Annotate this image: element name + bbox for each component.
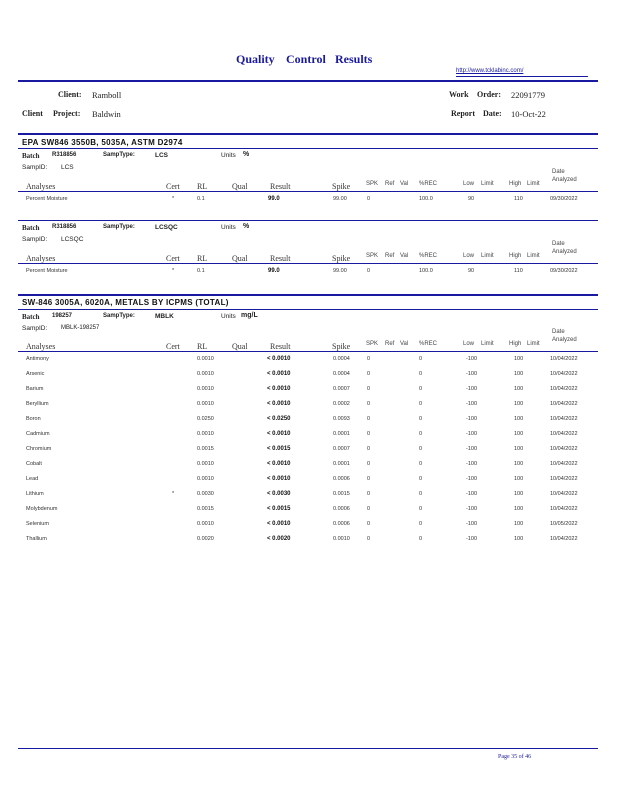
cell-rl: 0.0020 (197, 536, 214, 542)
samp-type-label: SampType: (103, 313, 135, 319)
col-rec: %REC (419, 181, 438, 187)
col-low: Low (463, 181, 475, 187)
cell-high: 100 (514, 401, 524, 407)
cell-spk-ref: 0 (367, 521, 371, 527)
cell-spike: 0.0006 (333, 521, 350, 527)
col-result: Result (270, 254, 291, 263)
cell-spk-ref: 0 (367, 356, 371, 362)
samp-id-value: MBLK-198257 (61, 325, 100, 331)
cell-rl: 0.0010 (197, 386, 214, 392)
cell-result: < 0.0030 (267, 491, 291, 497)
cell-rec: 0 (419, 536, 423, 542)
cell-spk-ref: 0 (367, 476, 371, 482)
cell-analyte: Beryllium (26, 401, 49, 407)
cell-date: 10/04/2022 (550, 491, 578, 497)
cell-spk-ref: 0 (367, 446, 371, 452)
report-date-label-b: Date: (483, 109, 502, 118)
cell-rec: 0 (419, 371, 423, 377)
batch-value: R318856 (52, 152, 77, 158)
cell-rec: 0 (419, 476, 423, 482)
col-low: Low (463, 341, 475, 347)
samp-type-label: SampType: (103, 224, 135, 230)
cell-high: 100 (514, 416, 524, 422)
cell-low: -100 (466, 476, 478, 482)
cell-analyte: Cadmium (26, 431, 50, 437)
units-value: mg/L (241, 312, 258, 319)
cell-date: 10/05/2022 (550, 521, 578, 527)
col-spike: Spike (332, 182, 351, 191)
date-header-2: Analyzed (552, 337, 577, 343)
cell-result: < 0.0020 (267, 536, 291, 542)
cell-spike: 0.0015 (333, 491, 350, 497)
client-project-label-b: Project: (53, 109, 81, 118)
cell-analyte: Molybdenum (26, 506, 58, 512)
col-high-limit: Limit (527, 181, 540, 187)
cell-high: 100 (514, 476, 524, 482)
col-analyses: Analyses (26, 182, 56, 191)
cell-spk-ref: 0 (367, 401, 371, 407)
cell-high: 100 (514, 506, 524, 512)
col-spike: Spike (332, 342, 351, 351)
col-cert: Cert (166, 254, 180, 263)
cell-rl: 0.0010 (197, 371, 214, 377)
cell-high: 100 (514, 521, 524, 527)
cell-analyte: Selenium (26, 521, 49, 527)
cell-low: -100 (466, 371, 478, 377)
col-high: High (509, 253, 522, 259)
cell-low: -100 (466, 491, 478, 497)
cell-rl: 0.0030 (197, 491, 214, 497)
cell-analyte: Arsenic (26, 371, 45, 377)
cell-spike: 0.0006 (333, 506, 350, 512)
cell-rec: 0 (419, 521, 423, 527)
page-number: Page 35 of 46 (498, 754, 532, 760)
section1-title-rule (18, 148, 598, 149)
col-spk: SPK (366, 341, 379, 347)
batch-label: Batch (22, 224, 40, 232)
cell-result: < 0.0010 (267, 476, 291, 482)
cell-spike: 0.0004 (333, 356, 350, 362)
cell-rec: 0 (419, 461, 423, 467)
cell-spike: 99.00 (333, 268, 347, 274)
cell-rec: 0 (419, 491, 423, 497)
batch-value: R318856 (52, 224, 77, 230)
section2-top-rule (18, 294, 598, 296)
cell-rl: 0.0010 (197, 521, 214, 527)
samp-type-value: MBLK (155, 313, 174, 320)
cell-result: < 0.0010 (267, 386, 291, 392)
section1-top-rule (18, 133, 598, 135)
cell-date: 10/04/2022 (550, 506, 578, 512)
cell-spk-ref: 0 (367, 506, 371, 512)
samp-type-value: LCSQC (155, 224, 178, 231)
cell-result: < 0.0250 (267, 416, 291, 422)
cell-date: 09/30/2022 (550, 268, 578, 274)
cell-rl: 0.1 (197, 196, 205, 202)
cell-spike: 0.0006 (333, 476, 350, 482)
client-label: Client: (58, 90, 82, 99)
cell-rec: 0 (419, 431, 423, 437)
col-analyses: Analyses (26, 342, 56, 351)
cell-date: 10/04/2022 (550, 401, 578, 407)
block2-top-rule (18, 220, 598, 221)
report-date-value: 10-Oct-22 (511, 109, 546, 119)
cell-high: 100 (514, 491, 524, 497)
cell-cert: * (172, 491, 175, 497)
cell-cert: * (172, 268, 175, 274)
block1-header-rule (18, 191, 598, 192)
cell-analyte: Cobalt (26, 461, 42, 467)
cell-low: -100 (466, 386, 478, 392)
work-order-value: 22091779 (511, 90, 545, 100)
cell-analyte: Lead (26, 476, 39, 482)
cell-date: 10/04/2022 (550, 356, 578, 362)
section2-title: SW-846 3005A, 6020A, METALS BY ICPMS (TOTAL) (22, 298, 229, 307)
cell-rl: 0.0010 (197, 476, 214, 482)
samp-id-label: SampID: (22, 164, 48, 171)
cell-result: < 0.0010 (267, 356, 291, 362)
cell-rec: 100.0 (419, 268, 433, 274)
cell-high: 100 (514, 446, 524, 452)
units-value: % (243, 223, 250, 230)
col-qual: Qual (232, 182, 248, 191)
page-title-control: Control (286, 52, 326, 66)
cell-spk-ref: 0 (367, 268, 371, 274)
cell-date: 10/04/2022 (550, 446, 578, 452)
work-order-label-b: Order: (477, 90, 501, 99)
cell-date: 10/04/2022 (550, 416, 578, 422)
header-top-rule (18, 80, 598, 82)
batch-label: Batch (22, 152, 40, 160)
cell-rl: 0.0010 (197, 401, 214, 407)
col-qual: Qual (232, 342, 248, 351)
cell-result: < 0.0010 (267, 461, 291, 467)
cell-rl: 0.0015 (197, 506, 214, 512)
cell-rec: 0 (419, 506, 423, 512)
samp-id-label: SampID: (22, 236, 48, 243)
units-value: % (243, 151, 250, 158)
col-high: High (509, 341, 522, 347)
cell-spk-ref: 0 (367, 371, 371, 377)
cell-low: -100 (466, 536, 478, 542)
section1-title: EPA SW846 3550B, 5035A, ASTM D2974 (22, 138, 183, 147)
samp-id-value: LCS (61, 164, 74, 171)
cell-rl: 0.0010 (197, 356, 214, 362)
page-title-quality: Quality (236, 52, 275, 66)
cell-high: 110 (514, 196, 523, 202)
cell-spike: 0.0007 (333, 386, 350, 392)
cell-date: 10/04/2022 (550, 476, 578, 482)
col-high-limit: Limit (527, 253, 540, 259)
cell-rl: 0.1 (197, 268, 205, 274)
client-project-label-a: Client (22, 109, 43, 118)
cell-result: < 0.0010 (267, 401, 291, 407)
section2-header-rule (18, 351, 598, 352)
col-spike: Spike (332, 254, 351, 263)
date-header-2: Analyzed (552, 249, 577, 255)
cell-rec: 0 (419, 401, 423, 407)
cell-high: 100 (514, 386, 524, 392)
col-cert: Cert (166, 342, 180, 351)
cell-spk-ref: 0 (367, 431, 371, 437)
col-rl: RL (197, 182, 208, 191)
col-low-limit: Limit (481, 253, 494, 259)
cell-rec: 100.0 (419, 196, 433, 202)
cell-low: 90 (468, 268, 475, 274)
col-ref: Ref (385, 341, 395, 347)
date-header-1: Date (552, 329, 565, 335)
samp-type-value: LCS (155, 152, 168, 159)
cell-low: -100 (466, 401, 478, 407)
col-ref: Ref (385, 253, 395, 259)
cell-analyte: Thallium (26, 536, 47, 542)
col-spk: SPK (366, 253, 379, 259)
cell-result: 99.0 (268, 268, 280, 274)
footer-rule (18, 748, 598, 749)
cell-result: < 0.0015 (267, 446, 291, 452)
cell-analyte: Percent Moisture (26, 196, 68, 202)
batch-label: Batch (22, 313, 40, 321)
cell-date: 09/30/2022 (550, 196, 578, 202)
cell-spike: 0.0010 (333, 536, 350, 542)
cell-result: < 0.0010 (267, 431, 291, 437)
cell-spike: 0.0007 (333, 446, 350, 452)
cell-spk-ref: 0 (367, 461, 371, 467)
cell-low: 90 (468, 196, 475, 202)
cell-low: -100 (466, 506, 478, 512)
cell-analyte: Barium (26, 386, 44, 392)
cell-high: 100 (514, 536, 524, 542)
col-val: Val (400, 181, 409, 187)
cell-rl: 0.0250 (197, 416, 214, 422)
cell-low: -100 (466, 521, 478, 527)
section2-title-rule (18, 309, 598, 310)
cell-rl: 0.0010 (197, 431, 214, 437)
cell-result: 99.0 (268, 196, 280, 202)
cell-high: 100 (514, 461, 524, 467)
cell-spike: 0.0093 (333, 416, 350, 422)
units-label: Units (221, 224, 236, 231)
batch-value: 198257 (52, 313, 73, 319)
col-rl: RL (197, 342, 208, 351)
col-high-limit: Limit (527, 341, 540, 347)
cell-spike: 0.0004 (333, 371, 350, 377)
cell-low: -100 (466, 461, 478, 467)
cell-spike: 0.0002 (333, 401, 350, 407)
cell-spike: 0.0001 (333, 431, 350, 437)
col-result: Result (270, 342, 291, 351)
block2-header-rule (18, 263, 598, 264)
cell-high: 100 (514, 356, 524, 362)
cell-analyte: Percent Moisture (26, 268, 68, 274)
cell-rl: 0.0015 (197, 446, 214, 452)
col-rl: RL (197, 254, 208, 263)
units-label: Units (221, 152, 236, 159)
work-order-label-a: Work (449, 90, 469, 99)
client-value: Ramboll (92, 90, 122, 100)
samp-id-value: LCSQC (61, 236, 84, 243)
cell-date: 10/04/2022 (550, 386, 578, 392)
col-cert: Cert (166, 182, 180, 191)
col-analyses: Analyses (26, 254, 56, 263)
col-val: Val (400, 253, 409, 259)
cell-low: -100 (466, 431, 478, 437)
cell-analyte: Chromium (26, 446, 52, 452)
units-label: Units (221, 313, 236, 320)
cell-spike: 99.00 (333, 196, 347, 202)
col-qual: Qual (232, 254, 248, 263)
cell-spk-ref: 0 (367, 196, 371, 202)
cell-date: 10/04/2022 (550, 536, 578, 542)
cell-spk-ref: 0 (367, 386, 371, 392)
cell-date: 10/04/2022 (550, 431, 578, 437)
col-high: High (509, 181, 522, 187)
page-title-results: Results (335, 52, 373, 66)
cell-low: -100 (466, 416, 478, 422)
samp-id-label: SampID: (22, 325, 48, 332)
cell-rl: 0.0010 (197, 461, 214, 467)
cell-rec: 0 (419, 446, 423, 452)
cell-rec: 0 (419, 386, 423, 392)
cell-date: 10/04/2022 (550, 461, 578, 467)
col-low-limit: Limit (481, 341, 494, 347)
cell-spk-ref: 0 (367, 491, 371, 497)
cell-analyte: Boron (26, 416, 41, 422)
cell-analyte: Antimony (26, 356, 49, 362)
cell-high: 100 (514, 431, 524, 437)
cell-result: < 0.0010 (267, 371, 291, 377)
cell-high: 110 (514, 268, 523, 274)
cell-date: 10/04/2022 (550, 371, 578, 377)
lab-url-link[interactable]: http://www.tcklabinc.com/ (456, 68, 524, 74)
cell-result: < 0.0010 (267, 521, 291, 527)
col-ref: Ref (385, 181, 395, 187)
date-header-1: Date (552, 241, 565, 247)
date-header-2: Analyzed (552, 177, 577, 183)
cell-rec: 0 (419, 416, 423, 422)
col-low: Low (463, 253, 475, 259)
cell-low: -100 (466, 446, 478, 452)
cell-cert: * (172, 196, 175, 202)
cell-result: < 0.0015 (267, 506, 291, 512)
col-val: Val (400, 341, 409, 347)
col-rec: %REC (419, 341, 438, 347)
cell-low: -100 (466, 356, 478, 362)
samp-type-label: SampType: (103, 152, 135, 158)
cell-spk-ref: 0 (367, 536, 371, 542)
col-result: Result (270, 182, 291, 191)
col-low-limit: Limit (481, 181, 494, 187)
cell-spk-ref: 0 (367, 416, 371, 422)
date-header-1: Date (552, 169, 565, 175)
project-value: Baldwin (92, 109, 121, 119)
cell-high: 100 (514, 371, 524, 377)
url-underline (456, 76, 588, 77)
col-spk: SPK (366, 181, 379, 187)
cell-rec: 0 (419, 356, 423, 362)
col-rec: %REC (419, 253, 438, 259)
report-date-label-a: Report (451, 109, 475, 118)
cell-spike: 0.0001 (333, 461, 350, 467)
cell-analyte: Lithium (26, 491, 44, 497)
